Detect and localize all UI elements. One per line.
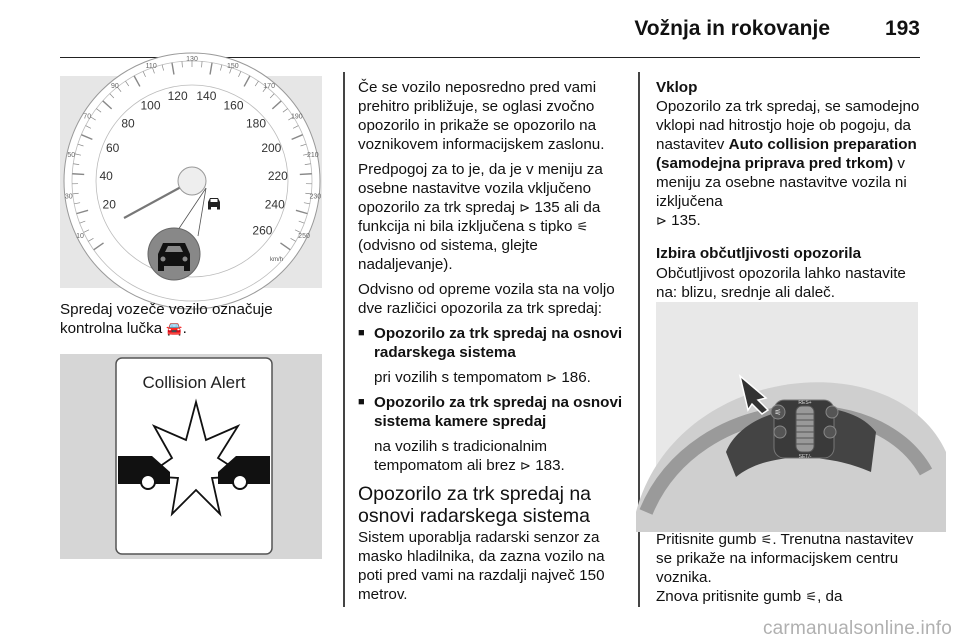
cruise-button-icon [774,426,786,438]
svg-text:⚟: ⚟ [774,408,782,417]
gauge-tick-label: 50 [67,151,76,159]
gauge-tick-label: 230 [309,193,322,201]
svg-text:SET/-: SET/- [798,454,812,460]
collision-alert-label: Collision Alert [142,373,246,392]
gauge-tick-label: 40 [99,168,113,183]
gauge-tick-label: 60 [105,140,120,155]
bullet-square-icon: ■ [358,396,365,408]
section-heading: Opozorilo za trk spredaj na osnovi radarskega sistema [358,483,592,527]
gauge-tick-label: 130 [186,56,198,63]
collision-button-icon: ⚟ [805,589,818,604]
collision-button-icon: ⚟ [760,532,773,547]
warning-car-icon [148,228,200,280]
speedometer-graphic [60,56,322,288]
reference-arrow-icon: ⊳ [546,370,558,385]
paragraph-2: Predpogoj za to je, da je v meniju za osebne nastavitve vozila vključeno opozorilo za trk spredaj ⊳ 135 ali da funkcija ni bila izključena s tipko ⚟ (odvisno od sistema, glejte nadaljevanje). [358,161,603,273]
gauge-tick [72,174,84,175]
page-title: Vožnja in rokovanje [634,17,830,40]
collision-button-icon: ⚟ [576,219,589,234]
paragraph-4: Sistem uporablja radarski senzor za masko hladilnika, da zazna vozilo na poti pred vami na razdalji največ 150 metrov. [358,529,605,603]
gauge-tick-label: 160 [223,98,244,113]
page-header [60,0,920,58]
reference-arrow-icon: ⊳ [520,458,531,473]
paragraph-press: Pritisnite gumb ⚟. Trenutna nastavitev se prikaže na informacijskem centru voznika. Znova pritisnite gumb ⚟, da [656,531,914,605]
svg-text:RES+: RES+ [798,400,812,406]
gauge-tick-label: 240 [264,197,285,212]
list-item: ■ Opozorilo za trk spredaj na osnovi radarskega sistema [358,325,623,361]
page-reference[interactable]: 135. [671,212,701,229]
list-item-detail: pri vozilih s tempomatom ⊳ 186. [374,369,591,386]
gauge-tick-label: 140 [196,89,217,104]
figure-caption: Spredaj vozeče vozilo označuje kontrolna lučka 🚘. [60,301,273,337]
gauge-tick-label: 190 [290,113,303,121]
subheading-sensitivity: Izbira občutljivosti opozorila [656,245,862,262]
gauge-tick-label: 30 [64,193,73,201]
cancel-button-icon [824,426,836,438]
gauge-tick-label: 170 [263,82,275,90]
front-car-icon: 🚘 [166,321,183,336]
gauge-tick-label: 150 [226,62,239,70]
scroll-wheel-control [796,406,814,452]
steering-wheel-figure [656,302,918,512]
gauge-tick-label: 80 [121,116,135,131]
subheading-vklop: Vklop [656,79,698,96]
paragraph-1: Če se vozilo neposredno pred vami prehitro približuje, se oglasi zvočno opozorilo in prikaže se opozorilo na voznikovem informacijskem zaslonu. [358,79,605,153]
page-number: 193 [884,17,920,40]
page-reference[interactable]: 183. [535,457,565,474]
page-reference[interactable]: 135 [534,199,560,216]
gauge-tick-label: 260 [252,223,273,238]
list-item-detail: na vozilih s tradicionalnim tempomatom ali brez ⊳ 183. [374,438,565,474]
gauge-tick-label: 100 [140,98,161,113]
reference-arrow-icon: ⊳ [519,200,531,215]
column-divider-1 [343,72,345,607]
limiter-button-icon [826,406,838,418]
gauge-tick-label: 120 [167,89,188,104]
collision-sensitivity-button-icon [771,405,785,419]
gauge-tick-label: 110 [145,62,157,70]
gauge-tick-label: 90 [110,82,119,90]
paragraph-3: Odvisno od opreme vozila sta na voljo dve različici opozorila za trk spredaj: [358,281,615,317]
gauge-tick-label: 220 [267,168,288,183]
gauge-tick [300,174,312,175]
paragraph-vklop: Opozorilo za trk spredaj, se samodejno vklopi nad hitrostjo hoje ob pogoju, da nastavitev Auto collision preparation (samodejna priprava pred trkom) v meniju za osebne nastavitve vozila ni izključena ⊳ 135. [656,98,920,229]
bullet-square-icon: ■ [358,327,365,339]
gauge-tick-label: 210 [306,151,319,159]
speedometer-figure [60,56,322,288]
column-3-continued [656,530,924,606]
column-2 [358,78,626,610]
watermark-text: carmanualsonline.info [762,618,952,639]
column-1 [60,300,328,344]
gauge-tick-label: 10 [76,233,84,241]
page-reference[interactable]: 186. [561,369,591,386]
gauge-unit: km/h [270,257,284,263]
reference-arrow-icon: ⊳ [656,213,667,228]
gauge-tick-label: 250 [298,233,310,241]
paragraph-sensitivity: Občutljivost opozorila lahko nastavite na: blizu, srednje ali daleč. [656,265,906,301]
list-item: ■ Opozorilo za trk spredaj na osnovi sistema kamere spredaj [358,394,623,430]
collision-alert-figure [60,354,322,559]
column-3 [656,78,924,308]
gauge-tick-label: 70 [83,113,92,121]
gauge-tick-label: 180 [245,116,267,131]
gauge-tick-label: 200 [261,140,282,155]
gauge-tick-label: 20 [102,197,116,212]
